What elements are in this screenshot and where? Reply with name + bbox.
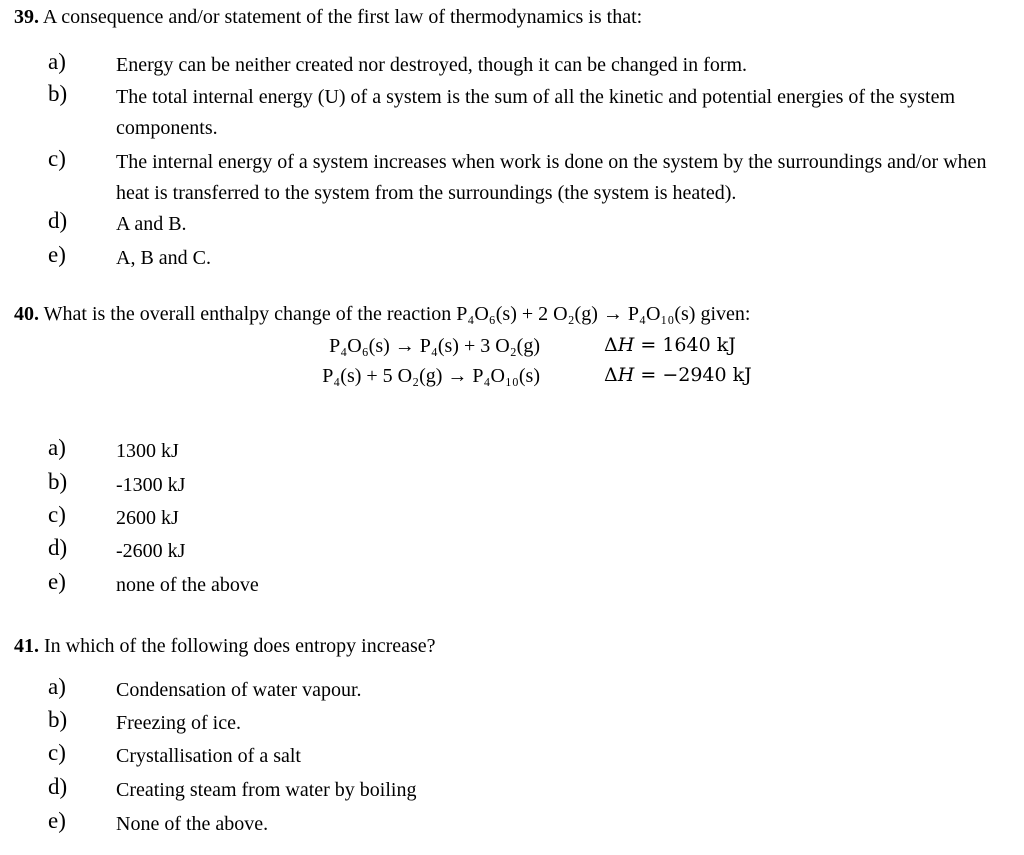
question-number: 41. [14,635,39,657]
option-text: Freezing of ice. [116,712,241,734]
question-text-prefix: What is the overall enthalpy change of the reaction [43,303,457,325]
question-41 [14,634,1014,835]
question-reaction: P₄O₆(s) + 2 O₂(g) → P₄O₁₀(s) [456,303,696,325]
option-text: Energy can be neither created nor destroyed, though it can be changed in form. [116,54,748,76]
enthalpy-value [604,364,752,388]
option-letter: a) [48,674,66,699]
option-letter: c) [48,146,66,171]
equation-reaction: P₄O₆(s) → P₄(s) + 3 O₂(g) [329,335,540,357]
option-text: Creating steam from water by boiling [116,779,417,801]
equals-sign: = [634,364,663,386]
option-text: A, B and C. [116,247,211,269]
question-stem [14,634,1014,659]
option-text: 1300 kJ [116,440,179,462]
option-letter: e) [48,808,66,833]
option-letter: c) [48,502,66,527]
option-text: The internal energy of a system increases when work is done on the system by the surroundings and/or when heat is transferred to the system from the surroundings (the system is heated). [116,151,987,204]
option-text: Crystallisation of a salt [116,745,301,767]
enthalpy-value [604,334,736,358]
option-text: 2600 kJ [116,507,179,529]
option-letter: d) [48,208,68,233]
option-letter: e) [48,242,66,267]
option-letter: c) [48,740,66,765]
enthalpy-number: 1640 kJ [662,334,736,356]
question-stem [14,5,1014,30]
option-letter: a) [48,49,66,74]
equation-reaction: P₄(s) + 5 O₂(g) → P₄O₁₀(s) [322,365,540,387]
equals-sign: = [634,334,663,356]
question-40 [14,302,1014,596]
option-letter: b) [48,81,68,106]
enthalpy-symbol: H [617,364,635,386]
option-letter: d) [48,774,68,799]
question-number: 40. [14,303,39,325]
enthalpy-number: −2940 kJ [662,364,752,386]
option-text: A and B. [116,213,187,235]
option-letter: e) [48,569,66,594]
option-letter: b) [48,469,68,494]
delta-symbol: Δ [604,364,618,386]
question-stem [14,302,1014,327]
option-text: The total internal energy (U) of a system is the sum of all the kinetic and potential energies of the system components. [116,86,956,139]
question-text-suffix: given: [695,303,751,325]
option-letter: a) [48,435,66,460]
option-letter: d) [48,535,68,560]
question-text: In which of the following does entropy increase? [44,635,436,657]
enthalpy-symbol: H [617,334,635,356]
option-text: None of the above. [116,813,269,835]
question-number: 39. [14,6,39,28]
option-letter: b) [48,707,68,732]
option-text: -2600 kJ [116,540,186,562]
equation-row-1 [14,334,1014,364]
option-text: Condensation of water vapour. [116,679,362,701]
question-text: A consequence and/or statement of the first law of thermodynamics is that: [42,6,643,28]
equation-row-2 [14,364,1014,394]
option-text: none of the above [116,574,259,596]
delta-symbol: Δ [604,334,618,356]
option-text: -1300 kJ [116,474,186,496]
question-39 [14,5,1014,269]
